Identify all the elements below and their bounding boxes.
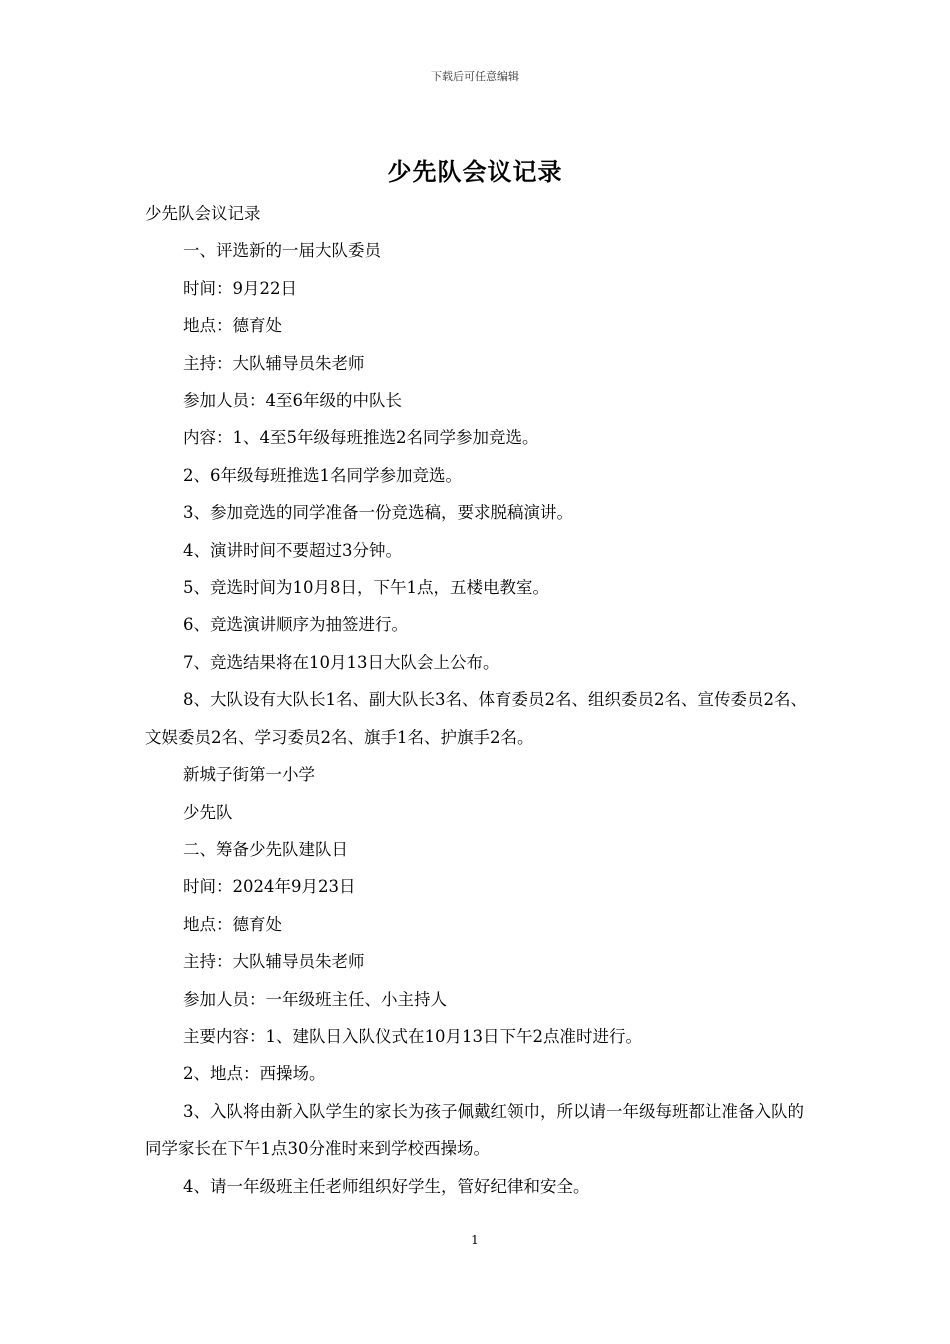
paragraph: 2、地点：西操场。 bbox=[183, 1064, 326, 1084]
paragraph: 一、评选新的一届大队委员 bbox=[183, 241, 381, 261]
paragraph: 6、竞选演讲顺序为抽签进行。 bbox=[183, 615, 408, 635]
paragraph: 时间：2024年9月23日 bbox=[183, 877, 356, 897]
paragraph: 2、6年级每班推选1名同学参加竞选。 bbox=[183, 465, 462, 485]
paragraph: 二、筹备少先队建队日 bbox=[183, 839, 348, 859]
paragraph: 8、大队设有大队长1名、副大队长3名、体育委员2名、组织委员2名、宣传委员2名、文娱委员2名、学习委员2名、旗手1名、护旗手2名。 bbox=[145, 690, 807, 747]
paragraph: 7、竞选结果将在10月13日大队会上公布。 bbox=[183, 652, 500, 672]
paragraph: 参加人员：一年级班主任、小主持人 bbox=[183, 989, 447, 1009]
paragraph: 地点：德育处 bbox=[183, 316, 282, 336]
paragraph: 内容：1、4至5年级每班推选2名同学参加竞选。 bbox=[183, 428, 539, 448]
paragraph: 主持：大队辅导员朱老师 bbox=[183, 353, 365, 373]
paragraph: 4、请一年级班主任老师组织好学生，管好纪律和安全。 bbox=[183, 1176, 590, 1196]
paragraph: 主要内容：1、建队日入队仪式在10月13日下午2点准时进行。 bbox=[183, 1026, 642, 1046]
paragraph: 地点：德育处 bbox=[183, 914, 282, 934]
document-title: 少先队会议记录 bbox=[387, 157, 563, 186]
paragraph: 3、入队将由新入队学生的家长为孩子佩戴红领巾，所以请一年级每班都让准备入队的同学家长在下午1点30分准时来到学校西操场。 bbox=[145, 1101, 804, 1159]
header-note: 下载后可任意编辑 bbox=[431, 70, 519, 83]
paragraph: 少先队 bbox=[183, 802, 233, 822]
paragraph: 参加人员：4至6年级的中队长 bbox=[183, 391, 402, 411]
paragraph: 新城子街第一小学 bbox=[183, 765, 315, 785]
paragraph: 4、演讲时间不要超过3分钟。 bbox=[183, 540, 402, 560]
paragraph: 少先队会议记录 bbox=[145, 204, 261, 223]
page-number: 1 bbox=[471, 1233, 479, 1247]
document-body bbox=[145, 195, 810, 1205]
paragraph: 主持：大队辅导员朱老师 bbox=[183, 952, 365, 972]
paragraph: 时间：9月22日 bbox=[183, 278, 297, 298]
paragraph: 3、参加竞选的同学准备一份竞选稿，要求脱稿演讲。 bbox=[183, 503, 573, 523]
paragraph: 5、竞选时间为10月8日，下午1点，五楼电教室。 bbox=[183, 578, 549, 598]
